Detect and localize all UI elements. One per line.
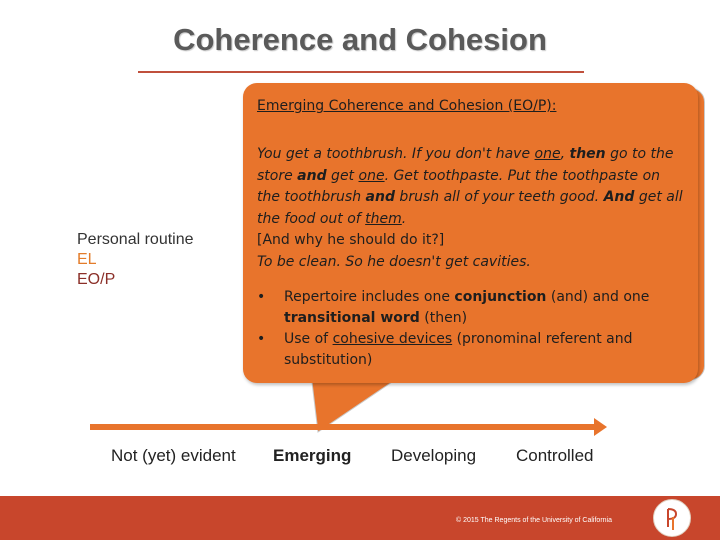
student-example: You get a toothbrush. If you don't have one, then go to the store and get one. Get toothpaste. Put the toothpaste on the toothbrush and brush all of your teeth good. And get all the food out of them. <box>257 146 683 227</box>
bullet-dot-icon: • <box>257 289 266 305</box>
footer-bar <box>0 496 720 540</box>
bullet-cohesive-devices: • Use of cohesive devices (pronominal referent and substitution) <box>257 331 633 368</box>
uc-logo-icon <box>653 499 691 537</box>
ref-them: them <box>365 210 402 227</box>
slide-title: Coherence and Cohesion <box>173 22 547 57</box>
scale-emerging: Emerging <box>273 446 352 465</box>
ref-one-2: one <box>358 167 385 184</box>
bullet-dot-icon: • <box>257 331 266 347</box>
word-and-3: And <box>603 189 635 205</box>
scale-developing: Developing <box>391 446 477 465</box>
callout-heading: Emerging Coherence and Cohesion (EO/P): <box>257 98 557 114</box>
scale-controlled: Controlled <box>516 446 594 465</box>
ref-one-1: one <box>534 146 561 162</box>
word-then: then <box>569 146 606 162</box>
label-eop: EO/P <box>77 271 116 288</box>
bullet-conjunction: • Repertoire includes one conjunction (and) and one transitional word (then) <box>257 289 650 326</box>
word-and-2: and <box>365 189 395 205</box>
label-personal-routine: Personal routine <box>77 231 194 248</box>
prompt-question: [And why he should do it?] <box>257 232 445 248</box>
label-el: EL <box>77 251 97 268</box>
word-and-1: and <box>297 167 327 184</box>
copyright-text: © 2015 The Regents of the University of California <box>456 517 612 524</box>
scale-not-yet-evident: Not (yet) evident <box>111 446 236 465</box>
student-answer: To be clean. So he doesn't get cavities. <box>257 253 531 270</box>
